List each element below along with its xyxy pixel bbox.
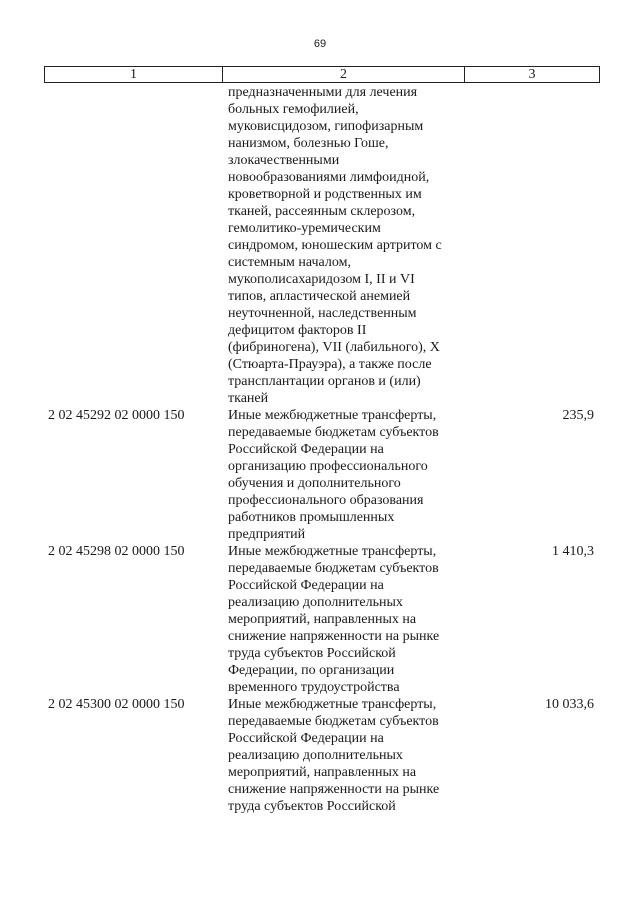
description-line: Федерации, по организации: [228, 663, 395, 678]
description-line: злокачественными: [228, 153, 340, 168]
budget-code: 2 02 45292 02 0000 150: [48, 408, 185, 423]
description-line: организацию профессионального: [228, 459, 428, 474]
description-line: тканей, рассеянным склерозом,: [228, 204, 416, 219]
description-line: (фибриногена), VII (лабильного), X: [228, 340, 440, 355]
budget-code: [44, 84, 228, 407]
budget-code: 2 02 45298 02 0000 150: [48, 544, 185, 559]
description-line: дефицитом факторов II: [228, 323, 367, 338]
amount: 10 033,6: [545, 697, 594, 712]
header-col-1: 1: [45, 67, 223, 82]
description-line: муковисцидозом, гипофизарным: [228, 119, 424, 134]
amount: [456, 84, 600, 407]
description-line: снижение напряженности на рынке: [228, 629, 440, 644]
description-line: труда субъектов Российской: [228, 799, 396, 814]
table-header: [44, 66, 600, 83]
table-row: [44, 407, 600, 543]
description-line: нанизмом, болезнью Гоше,: [228, 136, 389, 151]
description-line: Российской Федерации на: [228, 578, 384, 593]
income-description: [228, 84, 456, 407]
description-line: новообразованиями лимфоидной,: [228, 170, 430, 185]
description-line: трансплантации органов и (или): [228, 374, 421, 389]
description-line: типов, апластической анемией: [228, 289, 411, 304]
description-line: передаваемые бюджетам субъектов: [228, 714, 439, 729]
income-description: [228, 543, 456, 696]
description-line: гемолитико-уремическим: [228, 221, 381, 236]
description-line: передаваемые бюджетам субъектов: [228, 425, 439, 440]
description-line: (Стюарта-Прауэра), а также после: [228, 357, 432, 372]
description-line: Иные межбюджетные трансферты,: [228, 544, 437, 559]
description-line: мероприятий, направленных на: [228, 612, 417, 627]
description-line: неуточненной, наследственным: [228, 306, 417, 321]
table-row: [44, 696, 600, 815]
description-line: работников промышленных: [228, 510, 395, 525]
description-line: системным началом,: [228, 255, 351, 270]
budget-code: 2 02 45300 02 0000 150: [48, 697, 185, 712]
amount: 1 410,3: [552, 544, 594, 559]
description-line: мероприятий, направленных на: [228, 765, 417, 780]
description-line: реализацию дополнительных: [228, 595, 403, 610]
description-line: Российской Федерации на: [228, 442, 384, 457]
description-line: синдромом, юношеским артритом с: [228, 238, 442, 253]
table-row: [44, 543, 600, 696]
header-col-2: 2: [223, 67, 465, 82]
header-col-3: 3: [528, 67, 536, 82]
table-row: [44, 84, 600, 407]
description-line: Иные межбюджетные трансферты,: [228, 408, 437, 423]
description-line: мукополисахаридозом I, II и VI: [228, 272, 415, 287]
description-line: реализацию дополнительных: [228, 748, 403, 763]
table-body: [44, 84, 600, 815]
description-line: кроветворной и родственных им: [228, 187, 422, 202]
description-line: больных гемофилией,: [228, 102, 359, 117]
description-line: Иные межбюджетные трансферты,: [228, 697, 437, 712]
income-description: [228, 696, 456, 815]
amount: 235,9: [562, 408, 594, 423]
page-number: 69: [313, 38, 327, 50]
description-line: предприятий: [228, 527, 306, 542]
description-line: тканей: [228, 391, 269, 406]
description-line: обучения и дополнительного: [228, 476, 401, 491]
description-line: Российской Федерации на: [228, 731, 384, 746]
income-description: [228, 407, 456, 543]
description-line: передаваемые бюджетам субъектов: [228, 561, 439, 576]
description-line: профессионального образования: [228, 493, 424, 508]
description-line: снижение напряженности на рынке: [228, 782, 440, 797]
description-line: труда субъектов Российской: [228, 646, 396, 661]
description-line: предназначенными для лечения: [228, 85, 418, 100]
description-line: временного трудоустройства: [228, 680, 400, 695]
